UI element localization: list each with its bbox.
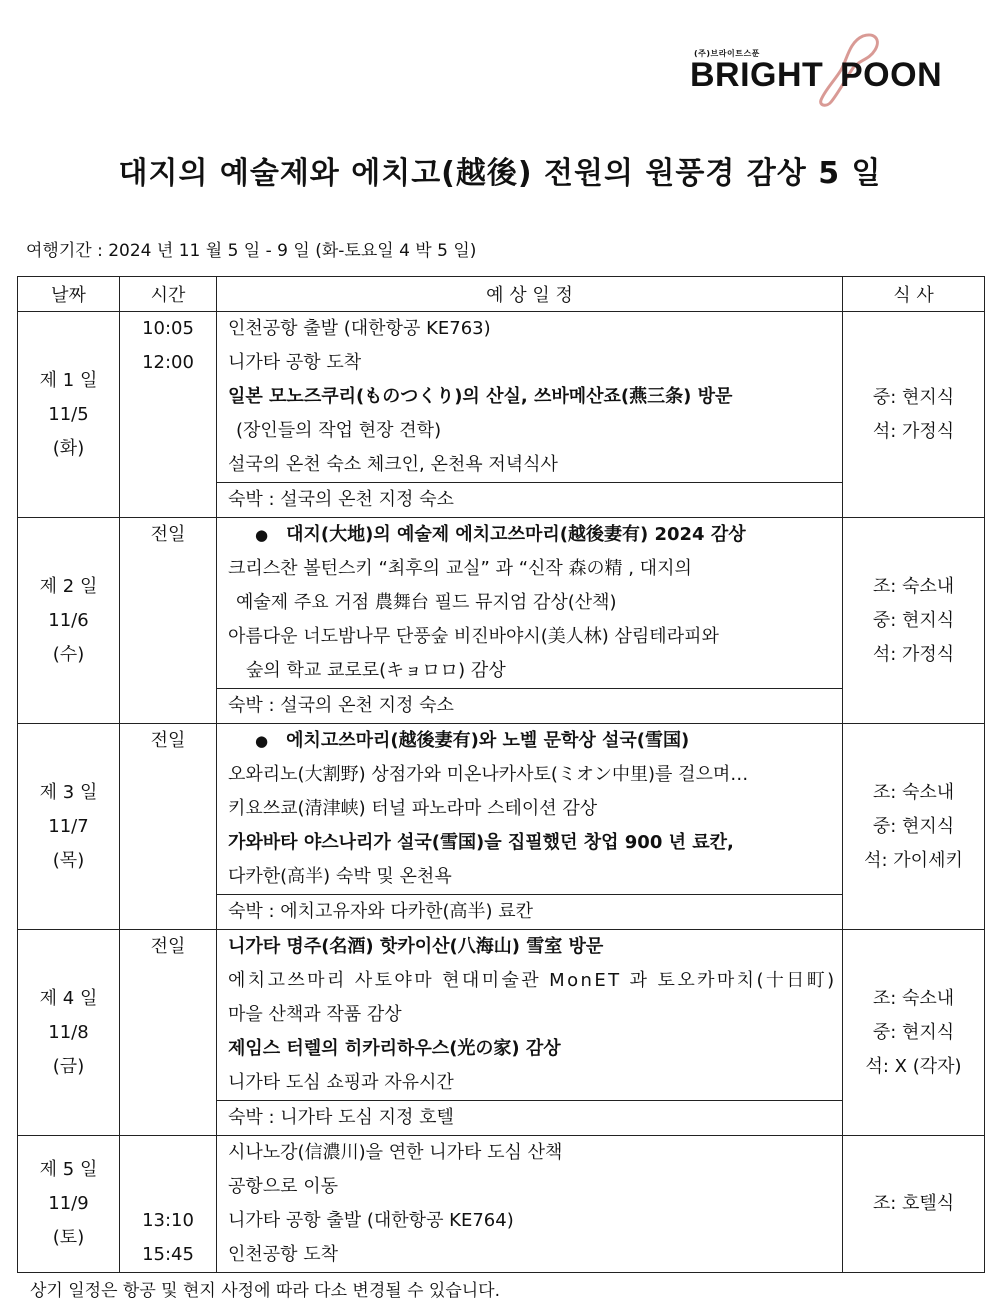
logo-company-name: (주)브라이트스푼 [694,49,760,58]
day-weekday: (목) [52,849,85,871]
plan-cell [217,1136,843,1273]
plan-line: 키요쓰쿄(清津峡) 터널 파노라마 스테이션 감상 [228,798,598,819]
plan-cell [217,312,843,518]
time-cell [120,930,217,1136]
meal-item: 석: 가이세키 [864,849,963,871]
day-cell [18,930,120,1136]
meal-cell [843,312,985,518]
day-date: 11/8 [48,1021,89,1043]
time-value [120,1170,216,1204]
plan-line: 숲의 학교 쿄로로(キョロロ) 감상 [246,660,506,681]
time-value: 12:00 [142,352,194,373]
time-value: 전일 [150,936,186,957]
brightspoon-logo [690,30,955,110]
day-label: 제 2 일 [39,575,98,597]
plan-line: ● 에치고쓰마리(越後妻有)와 노벨 문학상 설국(雪国) [217,724,842,758]
plan-line: 가와바타 야스나리가 설국(雪国)을 집필했던 창업 900 년 료칸, [228,832,734,853]
plan-line: 인천공항 출발 (대한항공 KE763) [228,318,491,339]
plan-line: 마을 산책과 작품 감상 [228,1004,402,1025]
meal-item: 중: 현지식 [872,1021,955,1043]
meal-cell [843,518,985,724]
plan-line: 크리스찬 볼턴스키 “최후의 교실” 과 “신작 森の精 , 대지의 [228,558,692,579]
time-cell [120,518,217,724]
day-weekday: (토) [52,1227,85,1248]
meal-item: 석: 가정식 [872,420,955,442]
day-date: 11/7 [48,815,89,837]
meal-item: 조: 숙소내 [872,987,955,1009]
lodging-line: 숙박 : 설국의 온천 지정 숙소 [217,688,842,722]
table-row [18,724,985,930]
meal-item: 조: 숙소내 [872,781,955,803]
plan-line: 공항으로 이동 [228,1176,339,1197]
plan-cell [217,518,843,724]
meal-item: 조: 숙소내 [872,575,955,597]
logo-word-poon: POON [840,56,943,94]
day-date: 11/6 [48,609,89,631]
day-weekday: (수) [52,643,85,665]
day-date: 11/5 [48,403,89,425]
time-value: 10:05 [142,318,194,339]
plan-line: 니가타 도심 쇼핑과 자유시간 [228,1072,454,1093]
meal-cell [843,930,985,1136]
meal-item: 석: 가정식 [872,643,955,665]
time-value: 13:10 [142,1210,194,1231]
meal-cell [843,724,985,930]
header-plan: 예 상 일 정 [217,277,843,312]
plan-line: ● 대지(大地)의 예술제 에치고쓰마리(越後妻有) 2024 감상 [217,518,842,552]
day-label: 제 4 일 [39,987,98,1009]
lodging-line: 숙박 : 에치고유자와 다카한(高半) 료칸 [217,894,842,928]
plan-line: (장인들의 작업 현장 견학) [236,420,442,441]
lodging-line: 숙박 : 설국의 온천 지정 숙소 [217,482,842,516]
plan-line: 니가타 명주(名酒) 핫카이산(八海山) 雪室 방문 [228,936,604,957]
time-cell [120,724,217,930]
day-label: 제 5 일 [39,1159,98,1180]
plan-line: 인천공항 도착 [228,1244,339,1265]
meal-item: 조: 호텔식 [872,1193,955,1214]
plan-line: 예술제 주요 거점 農舞台 필드 뮤지엄 감상(산책) [236,592,617,613]
time-cell [120,1136,217,1273]
time-cell [120,312,217,518]
plan-cell [217,930,843,1136]
time-value: 15:45 [142,1244,194,1265]
time-value: 전일 [150,730,186,751]
header-date: 날짜 [18,277,120,312]
plan-line: 제임스 터렐의 히카리하우스(光の家) 감상 [228,1038,561,1059]
time-value: 전일 [150,524,186,545]
table-row [18,312,985,518]
day-label: 제 1 일 [39,369,98,391]
plan-line: 에치고쓰마리 사토야마 현대미술관 MonET 과 토오카마치(十日町) [228,970,837,991]
schedule-footnote: 상기 일정은 항공 및 현지 사정에 따라 다소 변경될 수 있습니다. [30,1281,500,1301]
day-weekday: (화) [52,437,85,459]
page-title: 대지의 예술제와 에치고(越後) 전원의 원풍경 감상 5 일 [118,156,882,191]
meal-item: 중: 현지식 [872,815,955,837]
day-date: 11/9 [48,1193,89,1214]
day-cell [18,724,120,930]
day-cell [18,518,120,724]
meal-item: 중: 현지식 [872,609,955,631]
day-label: 제 3 일 [39,781,98,803]
day-weekday: (금) [52,1055,85,1077]
logo-word-bright: BRIGHT [690,56,824,94]
table-row [18,1136,985,1273]
itinerary-table [17,276,985,1273]
plan-line: 니가타 공항 출발 (대한항공 KE764) [228,1210,514,1231]
lodging-line: 숙박 : 니가타 도심 지정 호텔 [217,1100,842,1134]
time-value [120,1136,216,1170]
meal-cell [843,1136,985,1273]
header-meal: 식 사 [843,277,985,312]
plan-line: 니가타 공항 도착 [228,352,362,373]
meal-item: 석: X (각자) [865,1055,962,1077]
table-row [18,930,985,1136]
plan-line: 아름다운 너도밤나무 단풍숲 비진바야시(美人林) 삼림테라피와 [228,626,719,647]
day-cell [18,312,120,518]
meal-item: 중: 현지식 [872,386,955,408]
plan-line: 일본 모노즈쿠리(ものつくり)의 산실, 쓰바메산죠(燕三条) 방문 [228,386,733,407]
header-time: 시간 [120,277,217,312]
table-header-row [18,277,985,312]
day-cell [18,1136,120,1273]
table-row [18,518,985,724]
plan-line: 오와리노(大割野) 상점가와 미온나카사토(ミオン中里)를 걸으며… [228,764,749,785]
plan-line: 시나노강(信濃川)을 연한 니가타 도심 산책 [228,1142,563,1163]
travel-period: 여행기간 : 2024 년 11 월 5 일 - 9 일 (화-토요일 4 박 5 일) [26,241,477,261]
plan-line: 다카한(高半) 숙박 및 온천욕 [228,866,452,887]
plan-line: 설국의 온천 숙소 체크인, 온천욕 저녁식사 [228,454,558,475]
plan-cell [217,724,843,930]
